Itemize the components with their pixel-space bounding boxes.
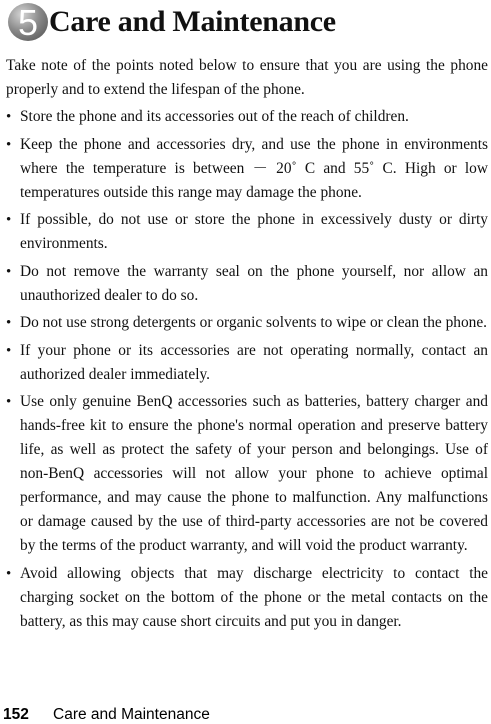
footer-chapter-title: Care and Maintenance xyxy=(53,706,210,723)
list-item xyxy=(6,562,488,634)
bullet-icon: • xyxy=(6,263,12,280)
chapter-number-badge xyxy=(6,1,52,43)
bullet-icon: • xyxy=(6,136,12,153)
intro-paragraph: Take note of the points noted below to ensure that you are using the phone properly and to extend the lifespan of the phone. xyxy=(6,57,488,98)
care-instructions-list xyxy=(6,105,488,634)
list-item-text: Avoid allowing objects that may discharge electricity to contact the charging socket on the bottom of the phone or the metal contacts on the battery, as this may cause short circuits and put you in danger. xyxy=(20,564,488,630)
list-item xyxy=(6,390,488,558)
bullet-icon: • xyxy=(6,212,12,228)
list-item xyxy=(6,208,488,256)
chapter-number: 5 xyxy=(17,2,39,43)
bullet-icon: • xyxy=(6,109,12,125)
list-item-text: Use only genuine BenQ accessories such as batteries, battery charger and hands-free kit to ensure the phone's normal operation and preserve battery life, as well as protect the safety of your person and belongings. Use of non-BenQ accessories will not allow your phone to achieve optimal performance, and may cause the phone to malfunction. Any malfunctions or damage caused by the use of third-party accessories are not be covered by the terms of the product warranty, and will void the product warranty. xyxy=(20,393,488,554)
bullet-icon: • xyxy=(6,565,12,582)
chapter-title: Care and Maintenance xyxy=(49,5,336,38)
page-footer xyxy=(0,706,210,724)
list-item xyxy=(6,105,488,129)
list-item-text: If possible, do not use or store the phone in excessively dusty or dirty environments. xyxy=(20,211,488,252)
chapter-header xyxy=(6,0,488,46)
list-item-text: Store the phone and its accessories out of the reach of children. xyxy=(20,108,409,125)
list-item xyxy=(6,260,488,308)
bullet-icon: • xyxy=(6,394,12,410)
bullet-icon: • xyxy=(6,315,12,331)
list-item xyxy=(6,339,488,387)
list-item-text: Do not remove the warranty seal on the phone yourself, nor allow an unauthorized dealer to do so. xyxy=(20,262,488,304)
list-item-text: Do not use strong detergents or organic solvents to wipe or clean the phone. xyxy=(20,314,488,331)
list-item-text: Keep the phone and accessories dry, and use the phone in environments where the temperature is between － 20˚ C and 55˚ C. High or low temperatures outside this range may damage the phone. xyxy=(20,135,488,201)
bullet-icon: • xyxy=(6,342,12,359)
list-item-text: If your phone or its accessories are not operating normally, contact an authorized dealer immediately. xyxy=(20,341,488,383)
page-number: 152 xyxy=(3,706,29,723)
list-item xyxy=(6,133,488,205)
list-item xyxy=(6,311,488,335)
